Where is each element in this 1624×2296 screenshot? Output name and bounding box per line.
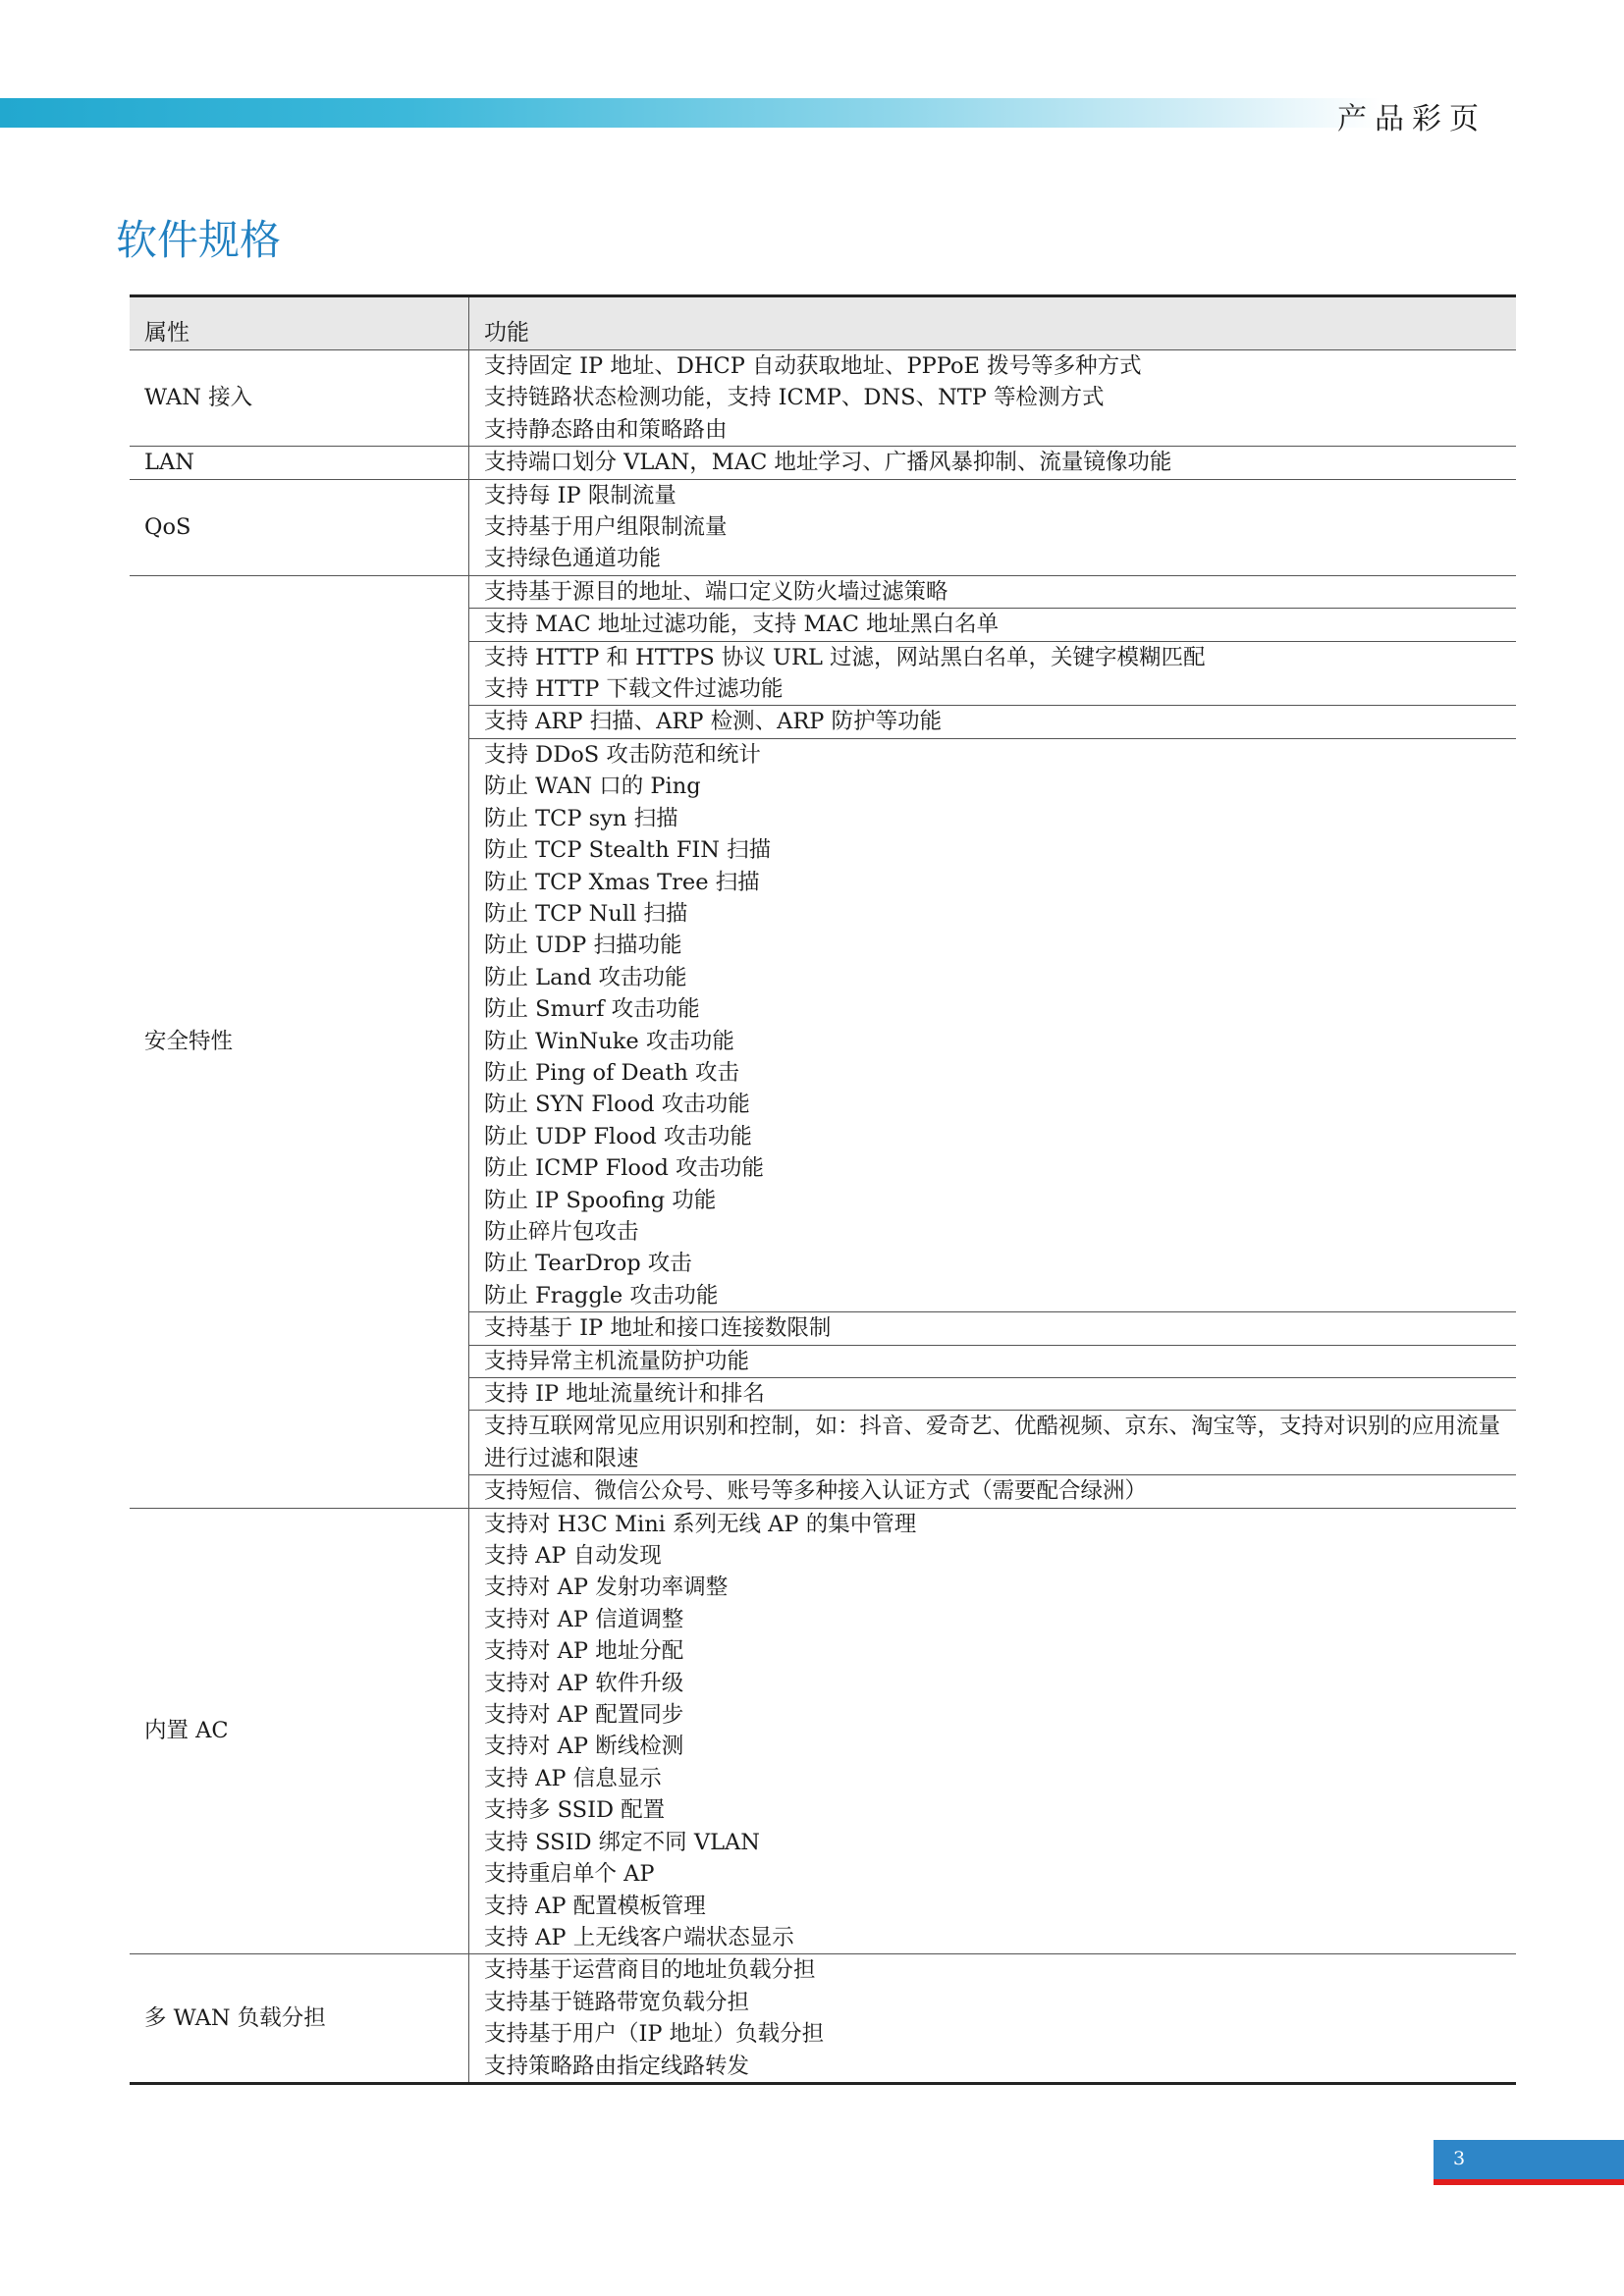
function-line: 支持 MAC 地址过滤功能，支持 MAC 地址黑白名单 [484, 612, 1000, 638]
spec-table [130, 294, 1516, 2085]
function-line: 支持异常主机流量防护功能 [484, 1348, 750, 1374]
table-row [130, 1508, 1516, 1954]
function-line: 支持互联网常见应用识别和控制，如：抖音、爱奇艺、优酷视频、京东、淘宝等，支持对识别的应用流量进行过滤和限速 [484, 1414, 1501, 1471]
function-line: 防止 WinNuke 攻击功能 [484, 1028, 734, 1054]
function-line: 防止 UDP Flood 攻击功能 [484, 1123, 752, 1149]
function-cell [469, 1411, 1517, 1475]
column-header-attribute: 属性 [130, 296, 469, 350]
function-line: 防止 WAN 口的 Ping [484, 774, 701, 800]
function-cell [469, 609, 1517, 641]
page-number: 3 [1453, 2148, 1466, 2169]
table-header-row [130, 296, 1516, 350]
function-line: 支持基于链路带宽负载分担 [484, 1989, 750, 2015]
function-line: 支持 HTTP 下载文件过滤功能 [484, 676, 784, 703]
function-cell [469, 479, 1517, 575]
function-cell [469, 1345, 1517, 1377]
function-line: 支持对 AP 断线检测 [484, 1734, 684, 1760]
function-line: 支持 DDoS 攻击防范和统计 [484, 741, 761, 768]
function-cell [469, 1312, 1517, 1345]
function-line: 支持每 IP 限制流量 [484, 482, 677, 508]
function-line: 防止 TearDrop 攻击 [484, 1251, 692, 1277]
attribute-cell: 内置 AC [130, 1508, 469, 1954]
function-line: 防止 TCP syn 扫描 [484, 805, 678, 831]
function-cell [469, 1475, 1517, 1508]
function-line: 支持策略路由指定线路转发 [484, 2053, 750, 2079]
function-line: 支持基于源目的地址、端口定义防火墙过滤策略 [484, 578, 948, 605]
function-line: 支持 AP 上无线客户端状态显示 [484, 1924, 794, 1950]
table-row [130, 575, 1516, 608]
page-badge-underline [1434, 2179, 1624, 2185]
function-cell [469, 1378, 1517, 1411]
function-line: 防止 TCP Stealth FIN 扫描 [484, 837, 772, 864]
function-line: 防止 Land 攻击功能 [484, 964, 687, 990]
function-line: 支持链路状态检测功能，支持 ICMP、DNS、NTP 等检测方式 [484, 385, 1105, 411]
function-line: 支持基于运营商目的地址负载分担 [484, 1957, 816, 1984]
function-line: 防止 ICMP Flood 攻击功能 [484, 1155, 765, 1182]
function-line: 支持对 H3C Mini 系列无线 AP 的集中管理 [484, 1511, 917, 1537]
function-line: 支持基于用户组限制流量 [484, 514, 728, 541]
function-cell [469, 1954, 1517, 2084]
page-number-badge [1434, 2140, 1624, 2179]
table-row [130, 1954, 1516, 2084]
table-body [130, 350, 1516, 2084]
function-line: 支持对 AP 配置同步 [484, 1702, 684, 1729]
function-line: 防止 TCP Null 扫描 [484, 900, 688, 927]
function-line: 防止 UDP 扫描功能 [484, 933, 682, 959]
table-row [130, 447, 1516, 479]
table-row [130, 350, 1516, 447]
function-line: 支持重启单个 AP [484, 1861, 655, 1888]
function-cell [469, 738, 1517, 1311]
function-line: 支持多 SSID 配置 [484, 1797, 666, 1824]
function-cell [469, 641, 1517, 706]
function-line: 支持对 AP 信道调整 [484, 1606, 684, 1632]
function-line: 支持 ARP 扫描、ARP 检测、ARP 防护等功能 [484, 709, 943, 735]
function-cell [469, 350, 1517, 447]
section-title: 软件规格 [116, 216, 282, 264]
attribute-cell: WAN 接入 [130, 350, 469, 447]
function-line: 支持 HTTP 和 HTTPS 协议 URL 过滤，网站黑白名单，关键字模糊匹配 [484, 644, 1206, 670]
function-line: 支持基于用户（IP 地址）负载分担 [484, 2021, 825, 2048]
function-line: 防止 Ping of Death 攻击 [484, 1059, 740, 1086]
function-line: 防止 TCP Xmas Tree 扫描 [484, 869, 760, 895]
function-line: 支持 IP 地址流量统计和排名 [484, 1381, 765, 1407]
function-cell [469, 447, 1517, 479]
function-line: 支持基于 IP 地址和接口连接数限制 [484, 1315, 832, 1342]
function-cell [469, 1508, 1517, 1954]
function-cell [469, 575, 1517, 608]
attribute-cell: 安全特性 [130, 575, 469, 1508]
function-line: 支持端口划分 VLAN，MAC 地址学习、广播风暴抑制、流量镜像功能 [484, 450, 1172, 476]
attribute-cell: 多 WAN 负载分担 [130, 1954, 469, 2084]
function-line: 防止 SYN Flood 攻击功能 [484, 1092, 750, 1118]
function-line: 防止 Fraggle 攻击功能 [484, 1282, 719, 1308]
function-line: 支持对 AP 发射功率调整 [484, 1575, 729, 1601]
function-line: 防止碎片包攻击 [484, 1218, 639, 1245]
function-line: 支持 AP 信息显示 [484, 1765, 662, 1791]
attribute-cell: QoS [130, 479, 469, 575]
function-line: 支持绿色通道功能 [484, 546, 662, 572]
function-line: 防止 IP Spoofing 功能 [484, 1187, 717, 1213]
attribute-cell: LAN [130, 447, 469, 479]
function-line: 支持静态路由和策略路由 [484, 416, 728, 443]
table-row [130, 479, 1516, 575]
function-line: 支持短信、微信公众号、账号等多种接入认证方式（需要配合绿洲） [484, 1478, 1148, 1505]
function-line: 防止 Smurf 攻击功能 [484, 996, 700, 1023]
function-line: 支持对 AP 地址分配 [484, 1638, 684, 1665]
header-label: 产品彩页 [1337, 102, 1487, 136]
function-line: 支持 AP 配置模板管理 [484, 1893, 706, 1919]
function-line: 支持 AP 自动发现 [484, 1543, 662, 1570]
function-line: 支持 SSID 绑定不同 VLAN [484, 1829, 760, 1855]
column-header-function: 功能 [469, 296, 1517, 350]
function-line: 支持对 AP 软件升级 [484, 1670, 684, 1696]
function-line: 支持固定 IP 地址、DHCP 自动获取地址、PPPoE 拨号等多种方式 [484, 353, 1142, 379]
function-cell [469, 706, 1517, 738]
